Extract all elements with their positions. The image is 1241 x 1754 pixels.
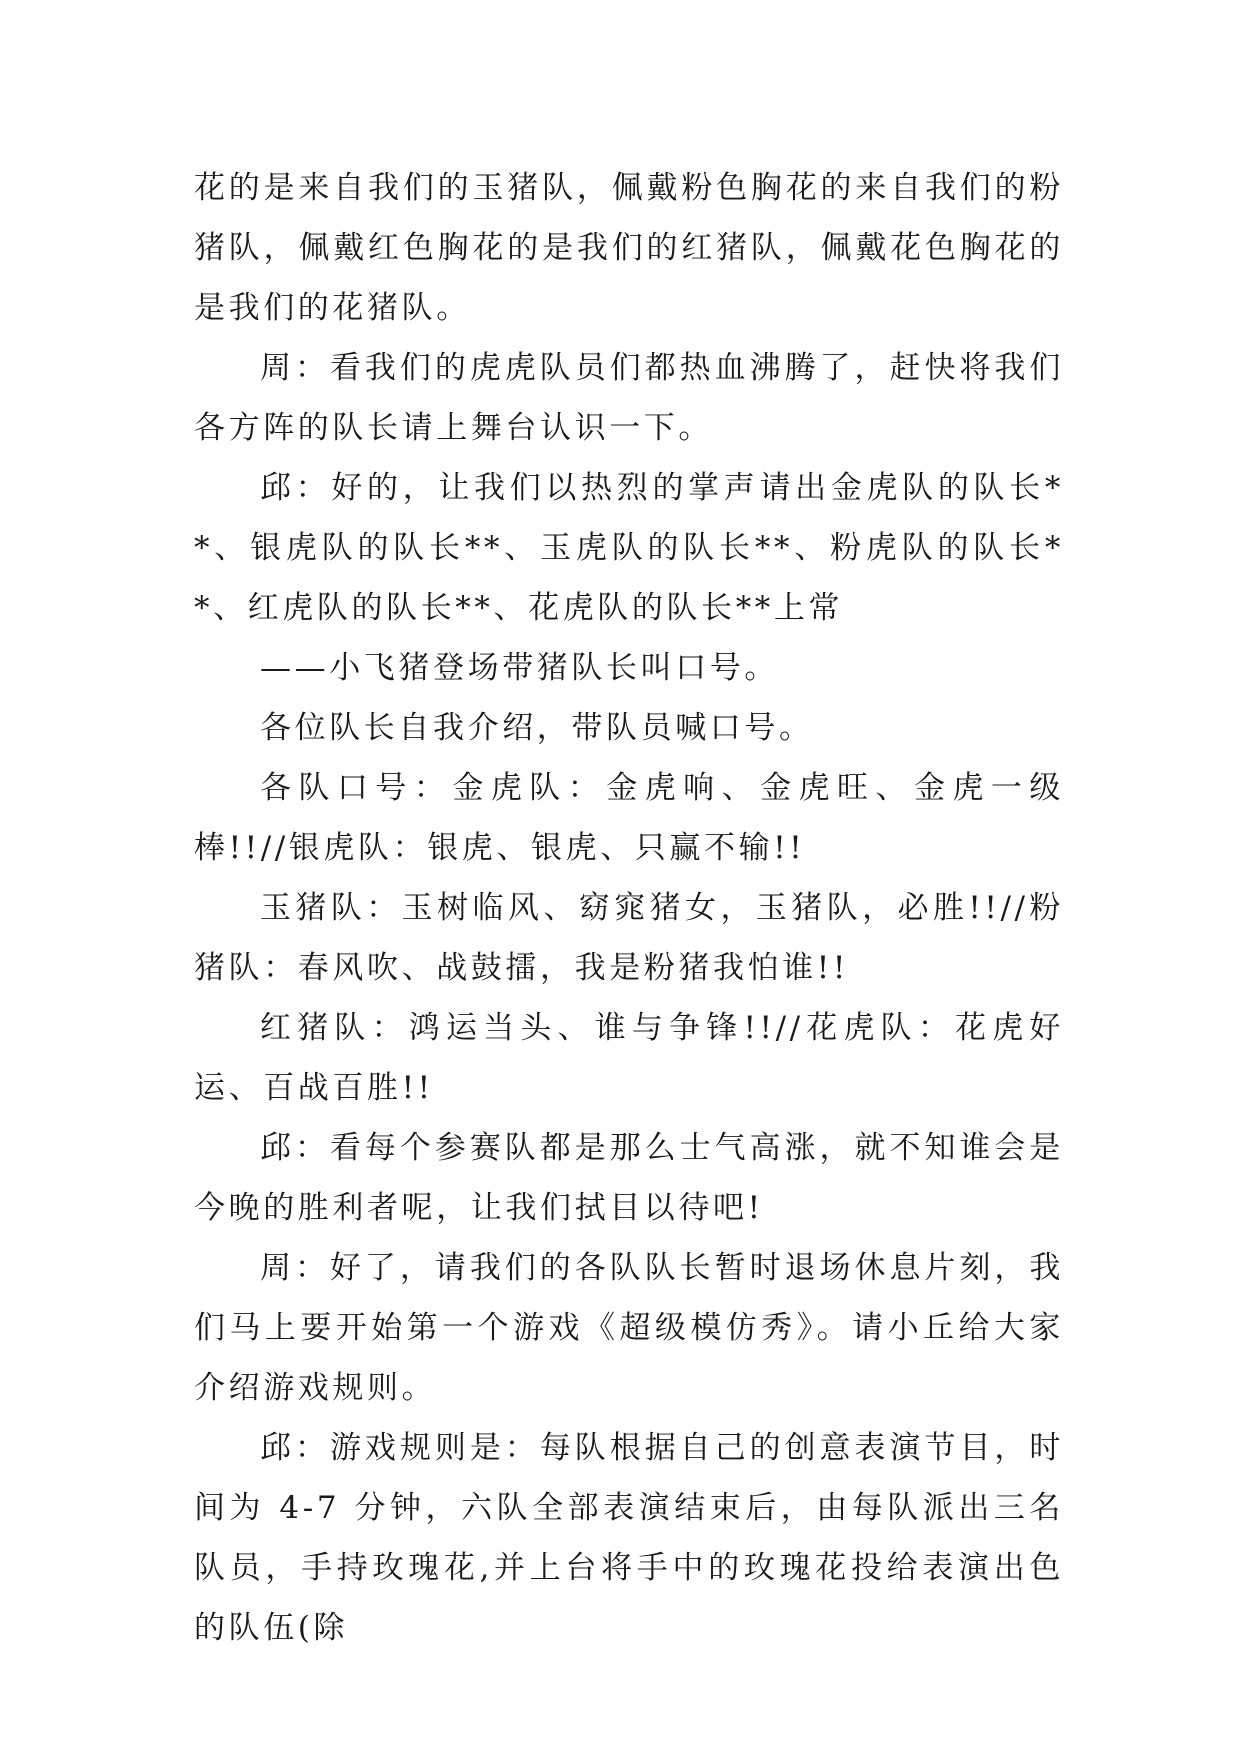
paragraph-6: 各队口号：金虎队：金虎响、金虎旺、金虎一级棒!!//银虎队：银虎、银虎、只赢不输!! — [194, 770, 1064, 866]
paragraph-11: 邱：游戏规则是：每队根据自己的创意表演节目，时间为 4-7 分钟，六队全部表演结束后，由每队派出三名队员，手持玫瑰花,并上台将手中的玫瑰花投给表演出色的队伍(除 — [194, 1430, 1064, 1646]
paragraph-5: 各位队长自我介绍，带队员喊口号。 — [260, 710, 814, 746]
paragraph-7: 玉猪队：玉树临风、窈窕猪女，玉猪队，必胜!!//粉猪队：春风吹、战鼓擂，我是粉猪我怕谁!! — [194, 890, 1064, 986]
paragraph-2: 周：看我们的虎虎队员们都热血沸腾了，赶快将我们各方阵的队长请上舞台认识一下。 — [194, 350, 1064, 446]
paragraph-1: 花的是来自我们的玉猪队，佩戴粉色胸花的来自我们的粉猪队，佩戴红色胸花的是我们的红猪队，佩戴花色胸花的是我们的花猪队。 — [194, 170, 1064, 326]
paragraph-3: 邱：好的，让我们以热烈的掌声请出金虎队的队长**、银虎队的队长**、玉虎队的队长**、粉虎队的队长**、红虎队的队长**、花虎队的队长**上常 — [194, 470, 1064, 626]
paragraph-10: 周：好了，请我们的各队队长暂时退场休息片刻，我们马上要开始第一个游戏《超级模仿秀》。请小丘给大家介绍游戏规则。 — [194, 1250, 1064, 1406]
paragraph-4: ——小飞猪登场带猪队长叫口号。 — [260, 650, 779, 686]
document-body — [194, 158, 1064, 1658]
paragraph-8: 红猪队：鸿运当头、谁与争锋!!//花虎队：花虎好运、百战百胜!! — [194, 1010, 1064, 1106]
paragraph-9: 邱：看每个参赛队都是那么士气高涨，就不知谁会是今晚的胜利者呢，让我们拭目以待吧! — [194, 1130, 1064, 1226]
